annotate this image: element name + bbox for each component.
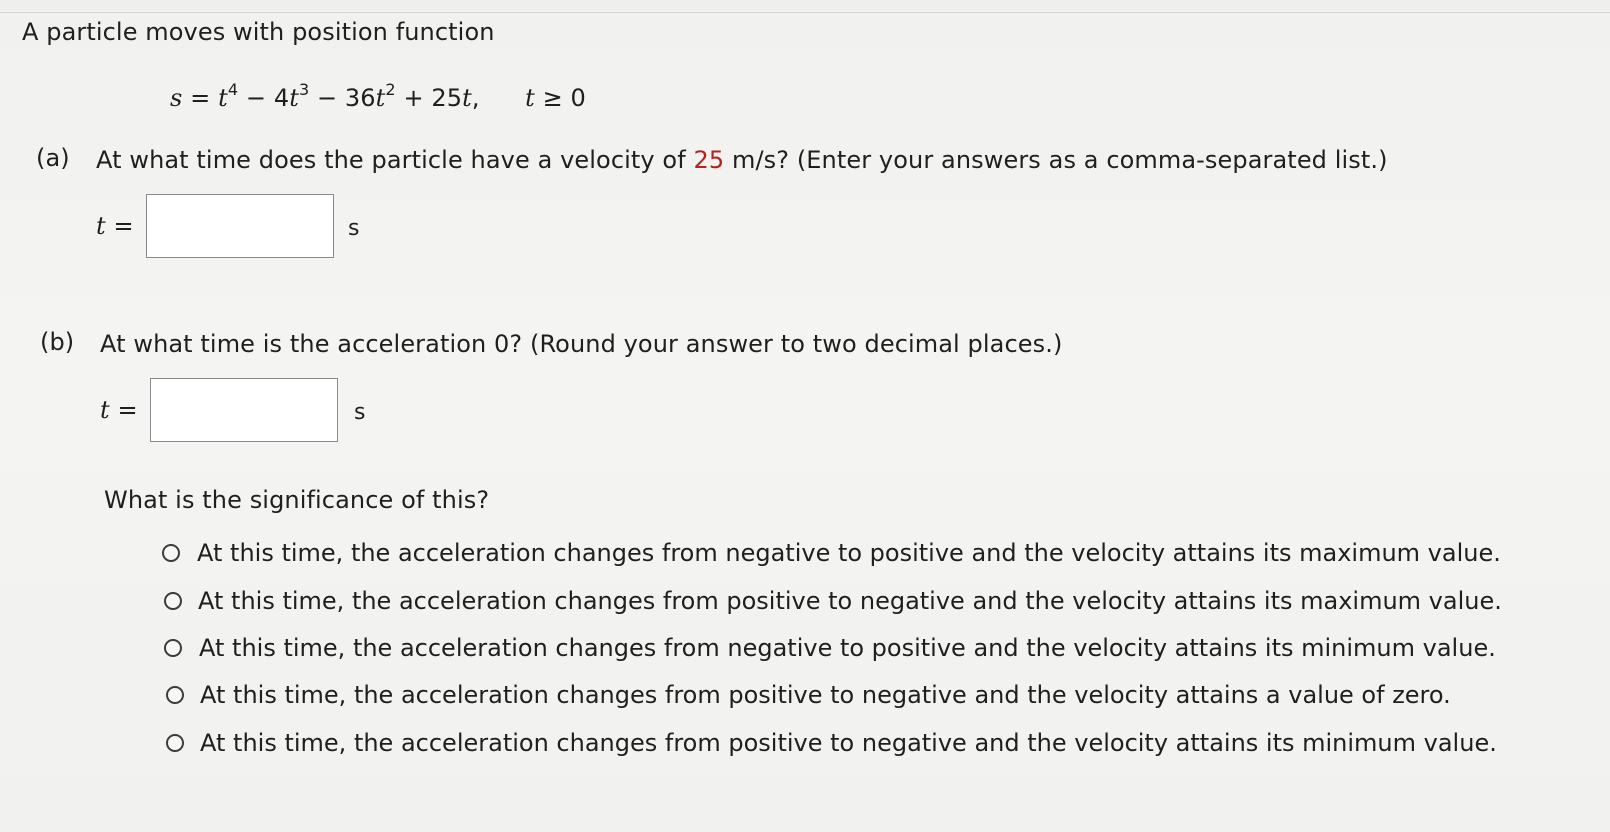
eq-c2: 36 [344, 84, 376, 112]
radio-button[interactable] [162, 544, 180, 562]
choice-label[interactable]: At this time, the acceleration changes from negative to positive and the velocity attains its minimum value. [199, 634, 1496, 662]
eq-c3: 4 [273, 84, 290, 112]
intro-text: A particle moves with position function [22, 18, 495, 46]
eq-cond-t: t [525, 84, 535, 112]
part-a-unit: s [348, 216, 360, 241]
eq-comma: , [471, 84, 480, 112]
part-b-eq: = [117, 396, 138, 424]
eq-t4: t [218, 84, 228, 112]
radio-button[interactable] [164, 592, 182, 610]
eq-p4: 4 [227, 80, 239, 99]
eq-c1: 25 [431, 84, 463, 112]
eq-p2: 2 [385, 80, 396, 99]
eq-minus2: − [316, 84, 338, 112]
choice-label[interactable]: At this time, the acceleration changes from positive to negative and the velocity attains its maximum value. [198, 587, 1502, 615]
eq-t2: t [375, 84, 386, 112]
part-b-question: At what time is the acceleration 0? (Round your answer to two decimal places.) [100, 330, 1063, 358]
position-equation [170, 82, 586, 112]
velocity-value: 25 [693, 146, 725, 174]
eq-s: s [170, 84, 183, 112]
part-b-label: (b) [40, 328, 75, 356]
choice-label[interactable]: At this time, the acceleration changes from negative to positive and the velocity attains its maximum value. [197, 539, 1501, 567]
radio-button[interactable] [166, 734, 184, 752]
part-b-var: t [100, 396, 110, 424]
radio-button[interactable] [166, 686, 184, 704]
choice-label[interactable]: At this time, the acceleration changes from positive to negative and the velocity attains its minimum value. [200, 729, 1497, 757]
part-b-t-label [100, 396, 138, 424]
part-a-question-pre: At what time does the particle have a velocity of [96, 146, 686, 174]
eq-t3: t [289, 84, 299, 112]
part-b-answer-input[interactable] [150, 378, 338, 442]
part-a-question-post: m/s? (Enter your answers as a comma-separated list.) [731, 146, 1388, 174]
choice-label[interactable]: At this time, the acceleration changes from positive to negative and the velocity attains a value of zero. [200, 681, 1451, 709]
part-a-answer-input[interactable] [146, 194, 334, 258]
part-a-var: t [96, 212, 106, 240]
eq-p3: 3 [298, 80, 310, 99]
part-a-eq: = [113, 212, 134, 240]
eq-t1: t [462, 84, 472, 112]
eq-equals: = [190, 84, 211, 112]
eq-cond-rest: ≥ 0 [542, 84, 586, 112]
top-divider [0, 0, 1610, 13]
part-b-unit: s [354, 400, 366, 425]
significance-prompt: What is the significance of this? [104, 486, 490, 514]
part-a-question [96, 146, 1388, 174]
eq-minus1: − [245, 84, 267, 112]
radio-button[interactable] [164, 639, 182, 657]
part-a-t-label [96, 212, 134, 240]
eq-plus: + [403, 84, 424, 112]
part-a-label: (a) [36, 144, 70, 172]
